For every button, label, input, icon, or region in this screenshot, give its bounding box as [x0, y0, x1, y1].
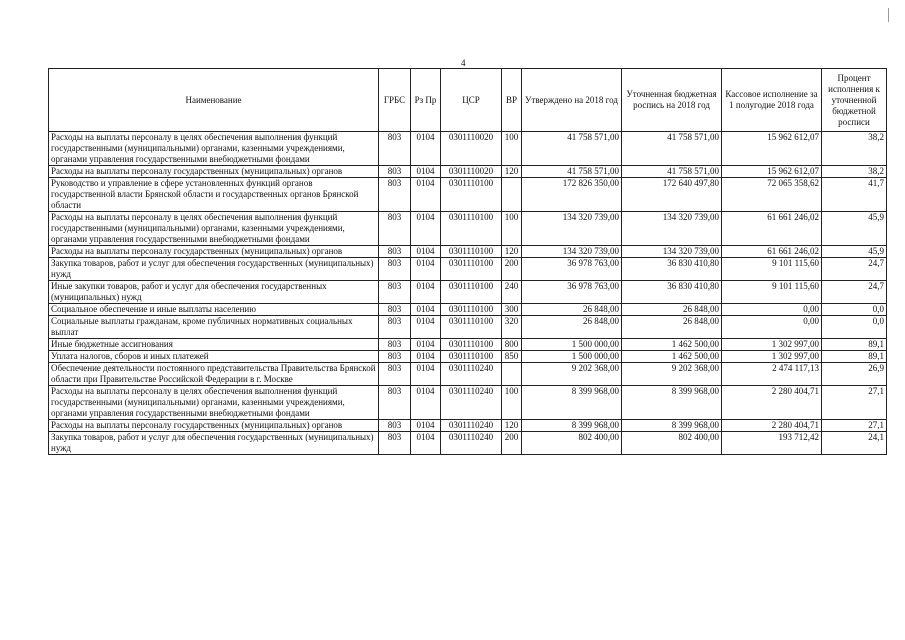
- cell-cash: 193 712,42: [722, 432, 822, 455]
- cell-vr: [502, 178, 522, 212]
- cell-rzpr: 0104: [411, 258, 441, 281]
- cell-name: Расходы на выплаты персоналу в целях обеспечения выполнения функций государственными (муниципальными) органами, казенными учреждениями, органами управления государственными внебюджетными фондами: [49, 212, 379, 246]
- cell-grbs: 803: [379, 304, 411, 316]
- cell-approved: 172 826 350,00: [522, 178, 622, 212]
- cell-percent: 24,7: [822, 258, 887, 281]
- header-rzpr: Рз Пр: [411, 69, 441, 132]
- table-row: [49, 166, 887, 178]
- cell-rzpr: 0104: [411, 420, 441, 432]
- table-body: [49, 132, 887, 455]
- cell-grbs: 803: [379, 386, 411, 420]
- cell-vr: 850: [502, 351, 522, 363]
- cell-approved: 9 202 368,00: [522, 363, 622, 386]
- cell-refined: 8 399 968,00: [622, 386, 722, 420]
- cell-vr: 200: [502, 258, 522, 281]
- cell-refined: 36 830 410,80: [622, 281, 722, 304]
- cell-name: Расходы на выплаты персоналу государственных (муниципальных) органов: [49, 420, 379, 432]
- cell-approved: 802 400,00: [522, 432, 622, 455]
- cell-vr: 800: [502, 339, 522, 351]
- cell-rzpr: 0104: [411, 304, 441, 316]
- header-percent: Процент исполнения к уточненной бюджетной росписи: [822, 69, 887, 132]
- cell-cash: 2 474 117,13: [722, 363, 822, 386]
- table-row: [49, 132, 887, 166]
- cell-percent: 24,1: [822, 432, 887, 455]
- cell-refined: 9 202 368,00: [622, 363, 722, 386]
- table-row: [49, 316, 887, 339]
- table-row: [49, 281, 887, 304]
- table-row: [49, 246, 887, 258]
- table-row: [49, 432, 887, 455]
- cell-cash: 1 302 997,00: [722, 339, 822, 351]
- cell-percent: 38,2: [822, 166, 887, 178]
- cell-approved: 41 758 571,00: [522, 166, 622, 178]
- cell-vr: 100: [502, 132, 522, 166]
- cell-approved: 41 758 571,00: [522, 132, 622, 166]
- cell-name: Расходы на выплаты персоналу государственных (муниципальных) органов: [49, 166, 379, 178]
- cell-csr: 0301110100: [441, 178, 502, 212]
- cell-rzpr: 0104: [411, 386, 441, 420]
- cell-rzpr: 0104: [411, 132, 441, 166]
- cell-refined: 1 462 500,00: [622, 351, 722, 363]
- cell-grbs: 803: [379, 132, 411, 166]
- table-row: [49, 258, 887, 281]
- cell-grbs: 803: [379, 316, 411, 339]
- cell-percent: 38,2: [822, 132, 887, 166]
- cell-grbs: 803: [379, 166, 411, 178]
- cell-approved: 1 500 000,00: [522, 351, 622, 363]
- cell-vr: 120: [502, 166, 522, 178]
- cell-rzpr: 0104: [411, 212, 441, 246]
- cell-refined: 26 848,00: [622, 304, 722, 316]
- cell-grbs: 803: [379, 420, 411, 432]
- cell-approved: 8 399 968,00: [522, 386, 622, 420]
- table-row: [49, 339, 887, 351]
- cell-name: Расходы на выплаты персоналу в целях обеспечения выполнения функций государственными (муниципальными) органами, казенными учреждениями, органами управления государственными внебюджетными фондами: [49, 132, 379, 166]
- cell-cash: 9 101 115,60: [722, 258, 822, 281]
- cell-csr: 0301110100: [441, 351, 502, 363]
- cell-refined: 134 320 739,00: [622, 246, 722, 258]
- cell-approved: 26 848,00: [522, 304, 622, 316]
- cell-csr: 0301110240: [441, 420, 502, 432]
- cell-name: Закупка товаров, работ и услуг для обеспечения государственных (муниципальных) нужд: [49, 258, 379, 281]
- cell-name: Социальное обеспечение и иные выплаты населению: [49, 304, 379, 316]
- cell-rzpr: 0104: [411, 339, 441, 351]
- cell-grbs: 803: [379, 258, 411, 281]
- cell-grbs: 803: [379, 351, 411, 363]
- cell-cash: 15 962 612,07: [722, 132, 822, 166]
- cell-refined: 1 462 500,00: [622, 339, 722, 351]
- cell-percent: 27,1: [822, 420, 887, 432]
- cell-grbs: 803: [379, 363, 411, 386]
- cell-cash: 1 302 997,00: [722, 351, 822, 363]
- cell-vr: 100: [502, 212, 522, 246]
- cell-cash: 72 065 358,62: [722, 178, 822, 212]
- cell-cash: 61 661 246,02: [722, 246, 822, 258]
- scan-edge-mark: [888, 8, 889, 22]
- cell-refined: 172 640 497,80: [622, 178, 722, 212]
- cell-percent: 0,0: [822, 316, 887, 339]
- cell-cash: 0,00: [722, 304, 822, 316]
- cell-percent: 41,7: [822, 178, 887, 212]
- cell-refined: 8 399 968,00: [622, 420, 722, 432]
- cell-refined: 26 848,00: [622, 316, 722, 339]
- cell-percent: 0,0: [822, 304, 887, 316]
- cell-vr: 300: [502, 304, 522, 316]
- cell-name: Уплата налогов, сборов и иных платежей: [49, 351, 379, 363]
- cell-grbs: 803: [379, 432, 411, 455]
- cell-csr: 0301110100: [441, 281, 502, 304]
- cell-refined: 802 400,00: [622, 432, 722, 455]
- cell-name: Иные закупки товаров, работ и услуг для обеспечения государственных (муниципальных) нужд: [49, 281, 379, 304]
- cell-csr: 0301110020: [441, 132, 502, 166]
- cell-name: Иные бюджетные ассигнования: [49, 339, 379, 351]
- cell-vr: 200: [502, 432, 522, 455]
- cell-vr: 240: [502, 281, 522, 304]
- cell-approved: 134 320 739,00: [522, 246, 622, 258]
- cell-grbs: 803: [379, 178, 411, 212]
- cell-refined: 41 758 571,00: [622, 132, 722, 166]
- cell-rzpr: 0104: [411, 166, 441, 178]
- header-refined: Уточненная бюджетная роспись на 2018 год: [622, 69, 722, 132]
- table-row: [49, 420, 887, 432]
- cell-percent: 45,9: [822, 246, 887, 258]
- cell-rzpr: 0104: [411, 432, 441, 455]
- cell-rzpr: 0104: [411, 363, 441, 386]
- table-row: [49, 212, 887, 246]
- cell-csr: 0301110240: [441, 363, 502, 386]
- table-row: [49, 178, 887, 212]
- cell-name: Обеспечение деятельности постоянного представительства Правительства Брянской области при Правительстве Российской Федерации в г. Москве: [49, 363, 379, 386]
- header-cash: Кассовое исполнение за 1 полугодие 2018 года: [722, 69, 822, 132]
- cell-csr: 0301110240: [441, 386, 502, 420]
- table-row: [49, 386, 887, 420]
- cell-csr: 0301110100: [441, 246, 502, 258]
- cell-name: Расходы на выплаты персоналу государственных (муниципальных) органов: [49, 246, 379, 258]
- cell-refined: 134 320 739,00: [622, 212, 722, 246]
- cell-cash: 2 280 404,71: [722, 386, 822, 420]
- cell-refined: 36 830 410,80: [622, 258, 722, 281]
- cell-approved: 36 978 763,00: [522, 258, 622, 281]
- cell-refined: 41 758 571,00: [622, 166, 722, 178]
- page-number: 4: [461, 58, 466, 68]
- header-vr: ВР: [502, 69, 522, 132]
- cell-approved: 1 500 000,00: [522, 339, 622, 351]
- cell-cash: 15 962 612,07: [722, 166, 822, 178]
- cell-grbs: 803: [379, 339, 411, 351]
- cell-vr: 120: [502, 246, 522, 258]
- cell-percent: 26,9: [822, 363, 887, 386]
- cell-csr: 0301110240: [441, 432, 502, 455]
- cell-percent: 45,9: [822, 212, 887, 246]
- cell-percent: 24,7: [822, 281, 887, 304]
- cell-grbs: 803: [379, 281, 411, 304]
- cell-cash: 61 661 246,02: [722, 212, 822, 246]
- cell-approved: 134 320 739,00: [522, 212, 622, 246]
- cell-cash: 2 280 404,71: [722, 420, 822, 432]
- cell-csr: 0301110100: [441, 212, 502, 246]
- header-name: Наименование: [49, 69, 379, 132]
- cell-approved: 8 399 968,00: [522, 420, 622, 432]
- table-header-row: [49, 69, 887, 132]
- cell-percent: 89,1: [822, 351, 887, 363]
- cell-rzpr: 0104: [411, 316, 441, 339]
- cell-name: Руководство и управление в сфере установленных функций органов государственной власти Брянской области и государственных органов Брянской области: [49, 178, 379, 212]
- cell-rzpr: 0104: [411, 351, 441, 363]
- cell-csr: 0301110100: [441, 258, 502, 281]
- cell-rzpr: 0104: [411, 246, 441, 258]
- cell-vr: 100: [502, 386, 522, 420]
- cell-csr: 0301110100: [441, 304, 502, 316]
- cell-cash: 9 101 115,60: [722, 281, 822, 304]
- cell-name: Расходы на выплаты персоналу в целях обеспечения выполнения функций государственными (муниципальными) органами, казенными учреждениями, органами управления государственными внебюджетными фондами: [49, 386, 379, 420]
- table-row: [49, 363, 887, 386]
- cell-rzpr: 0104: [411, 178, 441, 212]
- cell-csr: 0301110020: [441, 166, 502, 178]
- cell-vr: 320: [502, 316, 522, 339]
- cell-rzpr: 0104: [411, 281, 441, 304]
- cell-grbs: 803: [379, 212, 411, 246]
- cell-grbs: 803: [379, 246, 411, 258]
- table-row: [49, 304, 887, 316]
- cell-percent: 89,1: [822, 339, 887, 351]
- header-csr: ЦСР: [441, 69, 502, 132]
- cell-name: Закупка товаров, работ и услуг для обеспечения государственных (муниципальных) нужд: [49, 432, 379, 455]
- cell-percent: 27,1: [822, 386, 887, 420]
- cell-name: Социальные выплаты гражданам, кроме публичных нормативных социальных выплат: [49, 316, 379, 339]
- cell-approved: 36 978 763,00: [522, 281, 622, 304]
- cell-approved: 26 848,00: [522, 316, 622, 339]
- header-approved: Утверждено на 2018 год: [522, 69, 622, 132]
- cell-csr: 0301110100: [441, 316, 502, 339]
- budget-execution-table: [48, 68, 887, 455]
- cell-csr: 0301110100: [441, 339, 502, 351]
- header-grbs: ГРБС: [379, 69, 411, 132]
- cell-cash: 0,00: [722, 316, 822, 339]
- cell-vr: [502, 363, 522, 386]
- cell-vr: 120: [502, 420, 522, 432]
- table-row: [49, 351, 887, 363]
